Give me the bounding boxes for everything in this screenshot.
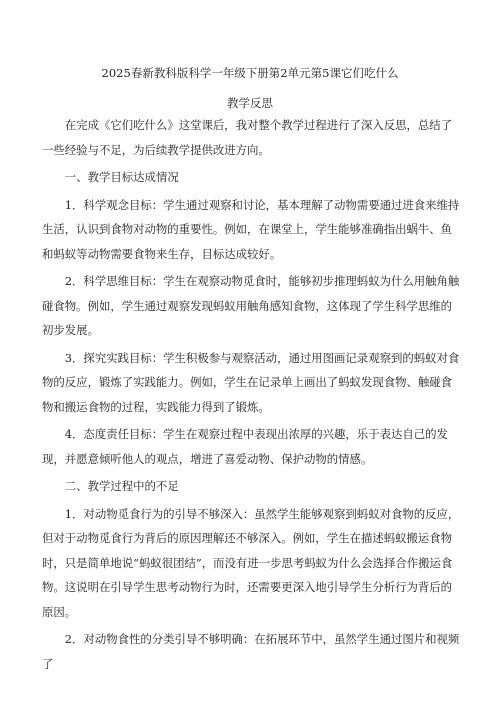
list-item: 1．对动物觅食行为的引导不够深入：虽然学生能够观察到蚂蚁对食物的反应，但对于动物觅食行为背后的原因理解还不够深入。例如，学生在描述蚂蚁搬运食物时，只是简单地说“蚂蚁很团结”，而没有进一步思考蚂蚁为什么会选择合作搬运食物。这说明在引导学生思考动物行为时，还需要更深入地引导学生分析行为背后的原因。 bbox=[42, 506, 460, 619]
list-item: 3．探究实践目标：学生积极参与观察活动，通过用图画记录观察到的蚂蚁对食物的反应，锻炼了实践能力。例如，学生在记录单上画出了蚂蚁发现食物、触碰食物和搬运食物的过程，实践能力得到了锻炼。 bbox=[42, 350, 460, 414]
intro-paragraph: 在完成《它们吃什么》这堂课后，我对整个教学过程进行了深入反思，总结了一些经验与不足，为后续教学提供改进方向。 bbox=[42, 118, 453, 157]
section-heading: 一、教学目标达成情况 bbox=[64, 170, 179, 184]
document-title: 2025春新教科版科学一年级下册第2单元第5课它们吃什么 bbox=[101, 66, 399, 80]
list-item: 2．对动物食性的分类引导不够明确：在拓展环节中，虽然学生通过图片和视频了 bbox=[42, 632, 460, 671]
list-item: 4．态度责任目标：学生在观察过程中表现出浓厚的兴趣，乐于表达自己的发现，并愿意倾听他人的观点，增进了喜爱动物、保护动物的情感。 bbox=[42, 427, 448, 466]
list-item: 1．科学观念目标：学生通过观察和讨论，基本理解了动物需要通过进食来维持生活，认识到食物对动物的重要性。例如，在课堂上，学生能够准确指出蜗牛、鱼和蚂蚁等动物需要食物来生存，目标达成较好。 bbox=[42, 197, 460, 261]
document-subtitle: 教学反思 bbox=[227, 96, 273, 110]
section-heading: 二、教学过程中的不足 bbox=[64, 479, 179, 493]
list-item: 2．科学思维目标：学生在观察动物觅食时，能够初步推理蚂蚁为什么用触角触碰食物。例如，学生通过观察发现蚂蚁用触角感知食物，这体现了学生科学思维的初步发展。 bbox=[42, 274, 460, 337]
document-body bbox=[42, 113, 460, 676]
